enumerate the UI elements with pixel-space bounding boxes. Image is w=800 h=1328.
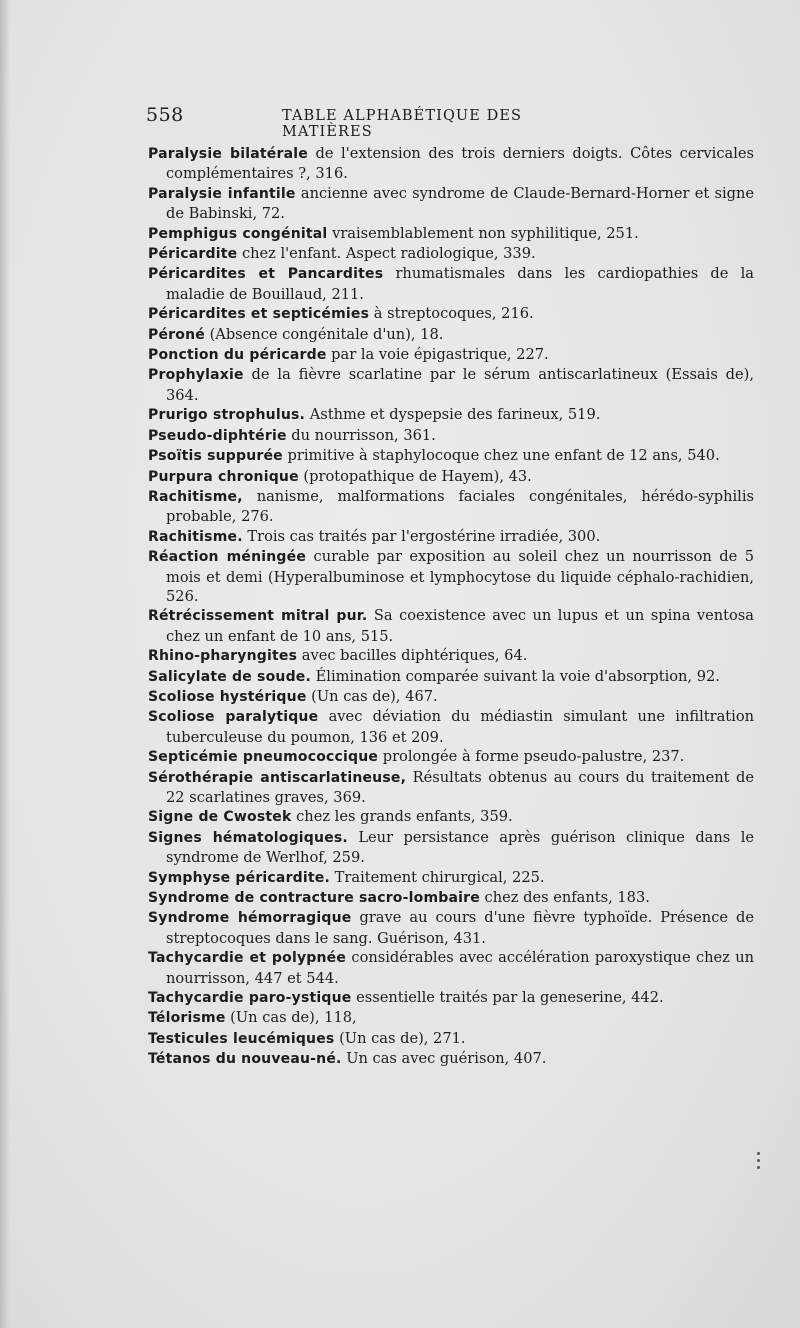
- index-entry: [148, 747, 754, 767]
- index-entry: [148, 365, 754, 405]
- page-number: 558: [146, 104, 184, 126]
- index-entry: [148, 868, 754, 888]
- index-entry: [148, 426, 754, 446]
- index-term: Syndrome hémorragique: [148, 910, 352, 927]
- index-entry: [148, 304, 754, 324]
- index-entry: [148, 1049, 754, 1069]
- index-description: Traitement chirurgical, 225.: [330, 868, 545, 886]
- index-entry: [148, 547, 754, 606]
- index-description: Leur persistance après guérison clinique dans le syndrome de Werlhof, 259.: [166, 828, 754, 867]
- index-description: prolongée à forme pseudo-palustre, 237.: [378, 748, 685, 766]
- index-description: grave au cours d'une fièvre typhoïde. Présence de streptocoques dans le sang. Guérison, 431.: [166, 909, 754, 947]
- index-description: (protopathique de Hayem), 43.: [298, 467, 532, 485]
- index-term: Salicylate de soude.: [148, 668, 312, 685]
- index-entry: [148, 606, 754, 646]
- index-description: avec bacilles diphtériques, 64.: [297, 647, 528, 665]
- index-description: (Un cas de), 118,: [225, 1009, 357, 1027]
- index-description: Résultats obtenus au cours du traitement de 22 scarlatines graves, 369.: [166, 768, 754, 806]
- index-description: à streptocoques, 216.: [369, 305, 534, 323]
- index-entry: [148, 1029, 754, 1049]
- index-term: Sérothérapie antiscarlatineuse,: [148, 769, 407, 786]
- index-entry: [148, 768, 754, 808]
- index-description: Sa coexistence avec un lupus et un spina ventosa chez un enfant de 10 ans, 515.: [166, 607, 754, 645]
- index-description: nanisme, malformations faciales congénitales, hérédo-syphilis probable, 276.: [166, 487, 754, 526]
- index-description: rhumatismales dans les cardiopathies de la maladie de Bouillaud, 211.: [166, 265, 754, 303]
- index-description: de l'extension des trois derniers doigts. Côtes cervicales complémentaires ?, 316.: [166, 145, 754, 183]
- index-description: vraisemblablement non syphilitique, 251.: [327, 224, 639, 242]
- index-term: Purpura chronique: [148, 468, 299, 485]
- index-description: du nourrisson, 361.: [286, 426, 436, 444]
- index-description: (Un cas de), 467.: [306, 687, 438, 705]
- index-description: (Un cas de), 271.: [334, 1029, 466, 1047]
- index-description: par la voie épigastrique, 227.: [326, 346, 549, 364]
- index-description: primitive à staphylocoque chez une enfant de 12 ans, 540.: [282, 447, 720, 465]
- index-term: Signes hématologiques.: [148, 829, 348, 846]
- index-description: Asthme et dyspepsie des farineux, 519.: [305, 406, 601, 424]
- index-entry: [148, 325, 754, 345]
- index-entry: [148, 1008, 754, 1028]
- index-entry: [148, 487, 754, 527]
- index-description: essentielle traités par la geneserine, 442.: [351, 989, 664, 1007]
- index-term: Péricardite: [148, 246, 238, 263]
- index-description: chez les grands enfants, 359.: [291, 808, 513, 826]
- index-entry: [148, 646, 754, 666]
- running-title: TABLE ALPHABÉTIQUE DES MATIÈRES: [282, 108, 523, 140]
- index-description: avec déviation du médiastin simulant une infiltration tuberculeuse du poumon, 136 et 209.: [166, 708, 755, 746]
- index-term: Signe de Cwostek: [148, 809, 292, 826]
- index-entry: [148, 345, 754, 365]
- index-description: chez l'enfant. Aspect radiologique, 339.: [237, 245, 536, 263]
- index-term: Prophylaxie: [148, 367, 244, 384]
- index-description: chez des enfants, 183.: [479, 889, 650, 907]
- index-entry: [148, 467, 754, 487]
- index-term: Rachitisme,: [148, 488, 243, 505]
- index-entry: [148, 527, 754, 547]
- index-term: Rhino-pharyngites: [148, 648, 298, 665]
- margin-specks: [757, 1152, 761, 1173]
- index-term: Syndrome de contracture sacro-lombaire: [148, 890, 480, 907]
- index-term: Réaction méningée: [148, 549, 307, 566]
- index-term: Scoliose paralytique: [148, 709, 319, 726]
- index-term: Septicémie pneumococcique: [148, 749, 379, 766]
- index-entry: [148, 707, 754, 747]
- index-entry: [148, 446, 754, 466]
- index-term: Pseudo-diphtérie: [148, 427, 287, 444]
- index-description: de la fièvre scarlatine par le sérum antiscarlatineux (Essais de), 364.: [166, 366, 754, 404]
- index-term: Tétanos du nouveau-né.: [148, 1051, 342, 1068]
- index-entry: [148, 224, 754, 244]
- index-entry: [148, 807, 754, 827]
- index-term: Tachycardie paro-ystique: [148, 990, 352, 1007]
- index-entry: [148, 908, 754, 948]
- index-term: Ponction du péricarde: [148, 347, 327, 364]
- index-description: Élimination comparée suivant la voie d'absorption, 92.: [311, 667, 720, 685]
- index-entry: [148, 948, 754, 988]
- index-entry: [148, 405, 754, 425]
- index-entry: [148, 988, 754, 1008]
- index-description: considérables avec accélération paroxystique chez un nourrisson, 447 et 544.: [166, 949, 754, 987]
- index-entry: [148, 687, 754, 707]
- index-description: curable par exposition au soleil chez un nourrisson de 5 mois et demi (Hyperalbuminose et lymphocytose du liquide céphalo-rachidien, 526.: [166, 548, 754, 605]
- index-term: Pemphigus congénital: [148, 225, 328, 242]
- index-entry: [148, 667, 754, 687]
- index-term: Tachycardie et polypnée: [148, 950, 347, 967]
- index-entries: [148, 144, 754, 1070]
- index-term: Péroné: [148, 326, 205, 343]
- index-description: Un cas avec guérison, 407.: [341, 1050, 547, 1068]
- index-entry: [148, 888, 754, 908]
- index-entry: [148, 264, 754, 304]
- binding-shadow: [0, 0, 10, 1328]
- index-term: Testicules leucémiques: [148, 1030, 335, 1047]
- index-description: Trois cas traités par l'ergostérine irradiée, 300.: [242, 527, 601, 545]
- index-term: Paralysie bilatérale: [148, 146, 308, 162]
- index-term: Rachitisme.: [148, 528, 243, 545]
- page-header: [146, 104, 616, 140]
- index-entry: [148, 244, 754, 264]
- index-entry: [148, 828, 754, 868]
- index-term: Péricardites et Pancardites: [148, 266, 384, 283]
- index-description: ancienne avec syndrome de Claude-Bernard-Horner et signe de Babinski, 72.: [166, 184, 755, 223]
- index-term: Télorisme: [148, 1010, 226, 1027]
- index-term: Péricardites et septicémies: [148, 306, 370, 323]
- index-term: Scoliose hystérique: [148, 688, 307, 705]
- index-term: Symphyse péricardite.: [148, 869, 331, 886]
- index-description: (Absence congénitale d'un), 18.: [204, 325, 444, 343]
- index-entry: [148, 144, 754, 184]
- index-term: Paralysie infantile: [148, 185, 296, 202]
- index-entry: [148, 184, 754, 224]
- index-term: Prurigo strophulus.: [148, 407, 306, 424]
- index-term: Rétrécissement mitral pur.: [148, 608, 368, 625]
- index-term: Psoïtis suppurée: [148, 448, 283, 465]
